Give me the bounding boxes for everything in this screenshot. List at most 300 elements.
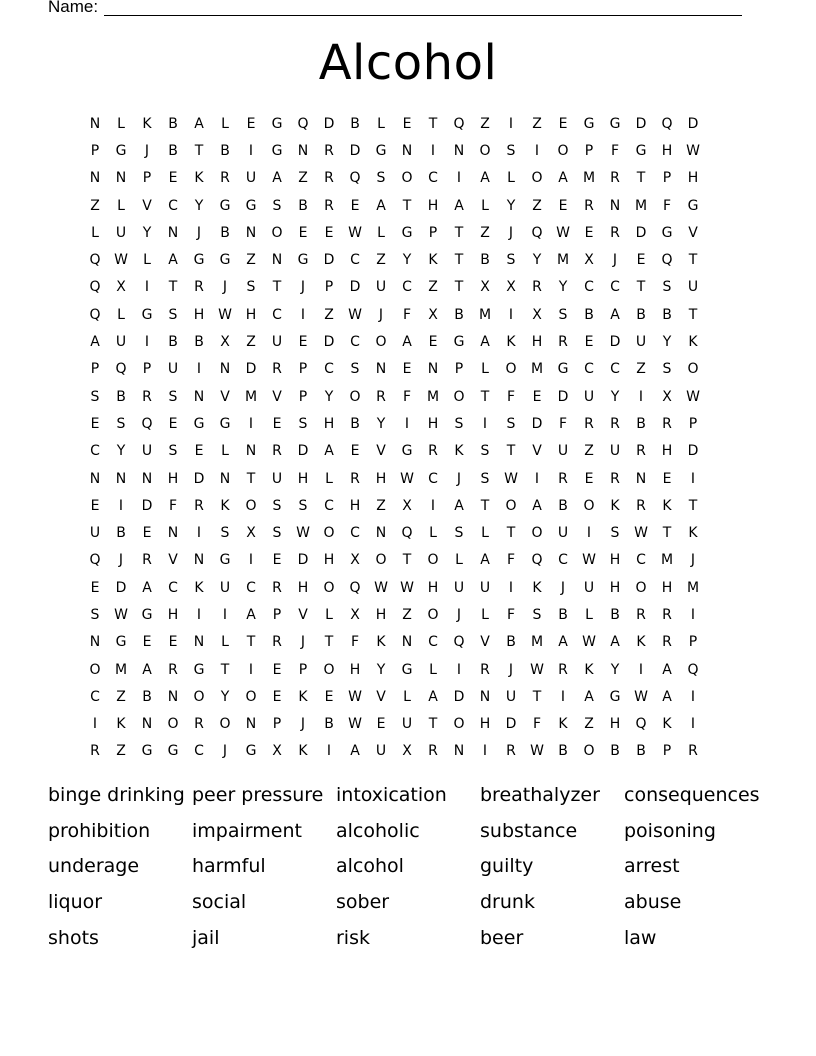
grid-letter: S [272, 497, 282, 514]
grid-letter: R [272, 579, 282, 596]
grid-letter: A [480, 170, 490, 187]
grid-letter: W [348, 306, 362, 323]
grid-letter: G [245, 743, 257, 760]
grid-letter: R [558, 470, 568, 487]
grid-letter: O [323, 579, 335, 596]
grid-letter: C [610, 361, 620, 378]
grid-letter: W [686, 388, 700, 405]
name-label: Name: [48, 0, 99, 16]
grid-letter: B [610, 606, 620, 623]
grid-letter: I [690, 716, 696, 733]
grid-letter: A [324, 443, 334, 460]
grid-letter: F [610, 142, 620, 159]
grid-letter: H [323, 552, 335, 569]
word-bank-item: guilty [480, 855, 534, 878]
grid-letter: D [635, 224, 647, 241]
grid-letter: L [221, 443, 229, 460]
grid-letter: T [688, 497, 698, 514]
grid-letter: W [114, 252, 128, 269]
grid-letter: N [167, 688, 179, 705]
grid-letter: H [661, 443, 673, 460]
grid-letter: T [662, 525, 672, 542]
grid-letter: S [454, 415, 464, 432]
word-bank-item: jail [192, 927, 220, 950]
grid-letter: L [221, 634, 229, 651]
grid-letter: H [427, 197, 439, 214]
word-bank-item: underage [48, 855, 140, 878]
grid-letter: J [456, 606, 462, 623]
grid-letter: R [636, 497, 646, 514]
grid-letter: Y [194, 197, 204, 214]
grid-letter: T [688, 252, 698, 269]
grid-letter: U [583, 388, 595, 405]
grid-letter: C [428, 170, 438, 187]
word-bank-item: peer pressure [192, 783, 324, 806]
grid-row [82, 110, 732, 137]
grid-letter: V [298, 606, 308, 623]
grid-letter: N [141, 716, 153, 733]
grid-letter: G [115, 142, 127, 159]
grid-letter: O [245, 688, 257, 705]
grid-letter: B [142, 688, 152, 705]
grid-letter: P [272, 606, 282, 623]
grid-letter: S [298, 415, 308, 432]
grid-letter: G [635, 142, 647, 159]
grid-letter: L [481, 606, 489, 623]
letter-grid [82, 110, 732, 765]
grid-letter: I [456, 170, 462, 187]
grid-letter: P [454, 361, 464, 378]
grid-letter: T [480, 388, 490, 405]
grid-letter: V [480, 634, 490, 651]
grid-letter: C [168, 197, 178, 214]
grid-letter: V [168, 552, 178, 569]
grid-letter: P [90, 142, 100, 159]
grid-letter: W [218, 306, 232, 323]
grid-letter: F [506, 606, 516, 623]
word-bank-item: poisoning [624, 819, 716, 842]
grid-letter: K [454, 443, 464, 460]
grid-letter: Q [89, 252, 101, 269]
grid-letter: N [167, 224, 179, 241]
name-line[interactable] [104, 15, 742, 16]
grid-letter: D [323, 334, 335, 351]
grid-letter: T [636, 170, 646, 187]
word-bank-item: beer [480, 927, 524, 950]
grid-letter: A [558, 634, 568, 651]
grid-letter: Y [142, 224, 152, 241]
grid-letter: L [481, 525, 489, 542]
grid-letter: C [90, 443, 100, 460]
grid-letter: R [584, 415, 594, 432]
grid-letter: Q [349, 170, 361, 187]
grid-letter: T [402, 552, 412, 569]
word-bank-row [48, 920, 768, 956]
grid-letter: U [271, 470, 283, 487]
grid-letter: G [297, 252, 309, 269]
grid-letter: Z [116, 688, 126, 705]
grid-letter: O [245, 497, 257, 514]
grid-letter: I [508, 115, 514, 132]
grid-letter: S [610, 525, 620, 542]
grid-letter: O [349, 388, 361, 405]
grid-letter: I [92, 716, 98, 733]
grid-letter: X [350, 552, 360, 569]
grid-letter: S [506, 252, 516, 269]
grid-letter: P [428, 224, 438, 241]
grid-letter: N [479, 688, 491, 705]
grid-letter: E [584, 334, 594, 351]
grid-letter: B [194, 334, 204, 351]
grid-letter: K [376, 634, 386, 651]
grid-letter: K [688, 525, 698, 542]
grid-letter: W [114, 606, 128, 623]
grid-letter: W [582, 552, 596, 569]
grid-letter: K [610, 497, 620, 514]
grid-letter: D [297, 443, 309, 460]
grid-letter: M [244, 388, 258, 405]
grid-letter: L [117, 306, 125, 323]
grid-letter: O [193, 688, 205, 705]
grid-letter: R [636, 606, 646, 623]
grid-letter: E [324, 688, 334, 705]
grid-row [82, 383, 732, 410]
grid-letter: N [193, 552, 205, 569]
grid-letter: E [168, 170, 178, 187]
grid-letter: D [349, 142, 361, 159]
grid-letter: S [168, 306, 178, 323]
grid-letter: K [584, 661, 594, 678]
grid-letter: M [530, 634, 544, 651]
grid-letter: O [583, 497, 595, 514]
grid-letter: B [220, 142, 230, 159]
grid-letter: C [272, 306, 282, 323]
grid-letter: J [560, 579, 566, 596]
grid-letter: Y [116, 443, 126, 460]
grid-letter: I [196, 361, 202, 378]
grid-letter: Y [610, 388, 620, 405]
grid-letter: I [482, 415, 488, 432]
grid-letter: A [272, 170, 282, 187]
grid-letter: J [378, 306, 384, 323]
grid-letter: N [245, 224, 257, 241]
grid-letter: O [375, 552, 387, 569]
grid-letter: R [506, 743, 516, 760]
grid-letter: Y [376, 661, 386, 678]
grid-letter: I [456, 661, 462, 678]
grid-row [82, 574, 732, 601]
grid-row [82, 711, 732, 738]
grid-letter: R [324, 197, 334, 214]
grid-letter: L [481, 361, 489, 378]
grid-letter: W [400, 579, 414, 596]
grid-letter: D [297, 552, 309, 569]
grid-letter: W [348, 688, 362, 705]
grid-letter: V [376, 688, 386, 705]
grid-letter: B [168, 334, 178, 351]
grid-letter: S [168, 388, 178, 405]
grid-letter: L [91, 224, 99, 241]
grid-letter: Z [246, 252, 256, 269]
grid-letter: R [688, 743, 698, 760]
grid-letter: O [531, 170, 543, 187]
grid-letter: S [350, 361, 360, 378]
grid-letter: G [193, 415, 205, 432]
grid-letter: X [506, 279, 516, 296]
grid-row [82, 519, 732, 546]
grid-letter: I [404, 415, 410, 432]
grid-letter: N [401, 634, 413, 651]
grid-letter: D [505, 716, 517, 733]
grid-letter: X [584, 252, 594, 269]
grid-letter: E [246, 115, 256, 132]
grid-letter: F [350, 634, 360, 651]
grid-letter: E [90, 579, 100, 596]
grid-letter: D [687, 115, 699, 132]
word-bank-row [48, 849, 768, 885]
grid-letter: Z [480, 115, 490, 132]
grid-letter: E [584, 470, 594, 487]
grid-letter: S [376, 170, 386, 187]
grid-letter: A [610, 634, 620, 651]
grid-letter: N [89, 170, 101, 187]
grid-letter: X [220, 334, 230, 351]
grid-letter: F [402, 388, 412, 405]
grid-letter: A [558, 170, 568, 187]
grid-letter: G [219, 415, 231, 432]
grid-letter: I [508, 306, 514, 323]
grid-letter: R [610, 170, 620, 187]
grid-letter: E [168, 634, 178, 651]
grid-letter: H [427, 579, 439, 596]
grid-letter: H [609, 552, 621, 569]
grid-letter: E [272, 688, 282, 705]
word-bank-item: impairment [192, 819, 302, 842]
grid-letter: F [532, 716, 542, 733]
grid-letter: C [402, 279, 412, 296]
grid-letter: I [638, 661, 644, 678]
grid-letter: K [194, 170, 204, 187]
grid-letter: T [324, 634, 334, 651]
grid-letter: H [661, 142, 673, 159]
grid-letter: O [453, 388, 465, 405]
grid-letter: B [506, 634, 516, 651]
grid-letter: D [557, 388, 569, 405]
grid-letter: Z [480, 224, 490, 241]
grid-letter: J [196, 224, 202, 241]
grid-letter: U [167, 361, 179, 378]
grid-letter: G [141, 743, 153, 760]
grid-letter: O [427, 606, 439, 623]
grid-letter: I [248, 415, 254, 432]
grid-letter: Z [532, 115, 542, 132]
grid-letter: S [454, 525, 464, 542]
grid-letter: D [245, 361, 257, 378]
grid-letter: I [222, 606, 228, 623]
grid-letter: V [376, 443, 386, 460]
grid-letter: T [480, 497, 490, 514]
grid-letter: W [348, 224, 362, 241]
grid-row [82, 465, 732, 492]
grid-letter: Q [141, 415, 153, 432]
grid-letter: Q [453, 634, 465, 651]
grid-letter: F [168, 497, 178, 514]
grid-letter: E [428, 334, 438, 351]
grid-row [82, 601, 732, 628]
grid-letter: G [609, 115, 621, 132]
grid-letter: W [530, 661, 544, 678]
grid-letter: I [638, 388, 644, 405]
grid-row [82, 547, 732, 574]
grid-letter: A [168, 252, 178, 269]
grid-letter: I [144, 334, 150, 351]
grid-letter: A [402, 334, 412, 351]
grid-letter: D [453, 688, 465, 705]
grid-letter: O [219, 716, 231, 733]
grid-letter: J [690, 552, 696, 569]
grid-letter: U [245, 170, 257, 187]
grid-letter: D [323, 252, 335, 269]
grid-letter: A [90, 334, 100, 351]
grid-letter: G [219, 552, 231, 569]
grid-letter: Q [89, 552, 101, 569]
grid-letter: Z [584, 716, 594, 733]
grid-letter: N [193, 634, 205, 651]
grid-letter: G [219, 197, 231, 214]
grid-letter: H [609, 716, 621, 733]
grid-letter: G [141, 306, 153, 323]
grid-letter: Q [661, 252, 673, 269]
grid-letter: E [142, 525, 152, 542]
grid-letter: P [142, 170, 152, 187]
grid-letter: Q [89, 306, 101, 323]
grid-letter: B [636, 306, 646, 323]
grid-letter: S [90, 388, 100, 405]
grid-letter: T [220, 661, 230, 678]
grid-letter: S [532, 606, 542, 623]
grid-letter: B [350, 415, 360, 432]
grid-letter: E [324, 224, 334, 241]
grid-letter: F [662, 197, 672, 214]
grid-letter: U [479, 579, 491, 596]
grid-letter: G [453, 334, 465, 351]
grid-letter: J [612, 252, 618, 269]
grid-letter: P [298, 388, 308, 405]
grid-letter: I [690, 606, 696, 623]
grid-letter: J [300, 279, 306, 296]
grid-letter: T [428, 716, 438, 733]
word-bank-item: binge drinking [48, 783, 185, 806]
grid-letter: S [506, 142, 516, 159]
grid-letter: O [687, 361, 699, 378]
grid-letter: I [430, 497, 436, 514]
grid-letter: R [610, 224, 620, 241]
word-bank-item: sober [336, 891, 390, 914]
grid-letter: R [376, 388, 386, 405]
grid-letter: T [246, 470, 256, 487]
grid-letter: U [505, 688, 517, 705]
grid-letter: N [297, 142, 309, 159]
grid-letter: E [636, 252, 646, 269]
grid-row [82, 438, 732, 465]
grid-letter: T [402, 197, 412, 214]
grid-letter: H [193, 306, 205, 323]
grid-letter: O [635, 579, 647, 596]
grid-letter: Q [531, 552, 543, 569]
grid-letter: I [144, 279, 150, 296]
word-bank-item: abuse [624, 891, 682, 914]
grid-letter: R [636, 443, 646, 460]
grid-letter: U [219, 579, 231, 596]
grid-letter: V [142, 197, 152, 214]
grid-letter: E [402, 361, 412, 378]
grid-letter: S [662, 279, 672, 296]
grid-row [82, 683, 732, 710]
word-bank-item: alcohol [336, 855, 404, 878]
grid-letter: R [324, 142, 334, 159]
grid-letter: R [272, 361, 282, 378]
grid-letter: U [271, 334, 283, 351]
word-bank-item: alcoholic [336, 819, 420, 842]
grid-letter: N [115, 170, 127, 187]
grid-letter: M [530, 361, 544, 378]
grid-letter: K [636, 634, 646, 651]
grid-letter: T [506, 525, 516, 542]
grid-letter: K [662, 497, 672, 514]
grid-letter: R [194, 279, 204, 296]
grid-letter: J [222, 279, 228, 296]
grid-letter: D [635, 115, 647, 132]
grid-letter: T [454, 224, 464, 241]
grid-letter: S [298, 497, 308, 514]
grid-letter: G [167, 743, 179, 760]
grid-letter: T [506, 443, 516, 460]
grid-letter: E [272, 415, 282, 432]
grid-letter: W [296, 525, 310, 542]
grid-letter: D [141, 497, 153, 514]
grid-letter: T [272, 279, 282, 296]
grid-letter: I [196, 525, 202, 542]
grid-letter: B [636, 743, 646, 760]
grid-letter: U [375, 743, 387, 760]
grid-letter: L [117, 197, 125, 214]
grid-letter: U [557, 443, 569, 460]
grid-letter: L [429, 661, 437, 678]
grid-letter: N [89, 634, 101, 651]
grid-letter: R [272, 634, 282, 651]
grid-letter: G [557, 361, 569, 378]
grid-letter: O [453, 716, 465, 733]
grid-letter: E [662, 470, 672, 487]
grid-letter: T [532, 688, 542, 705]
grid-letter: C [194, 743, 204, 760]
grid-letter: K [662, 716, 672, 733]
grid-letter: A [454, 497, 464, 514]
grid-letter: H [349, 497, 361, 514]
grid-letter: A [428, 688, 438, 705]
grid-letter: N [453, 142, 465, 159]
grid-letter: W [530, 743, 544, 760]
word-bank-item: harmful [192, 855, 266, 878]
grid-letter: B [636, 415, 646, 432]
grid-row [82, 165, 732, 192]
grid-letter: D [349, 279, 361, 296]
grid-letter: G [583, 115, 595, 132]
word-bank [48, 777, 768, 956]
grid-letter: X [662, 388, 672, 405]
grid-letter: K [428, 252, 438, 269]
grid-letter: C [324, 497, 334, 514]
